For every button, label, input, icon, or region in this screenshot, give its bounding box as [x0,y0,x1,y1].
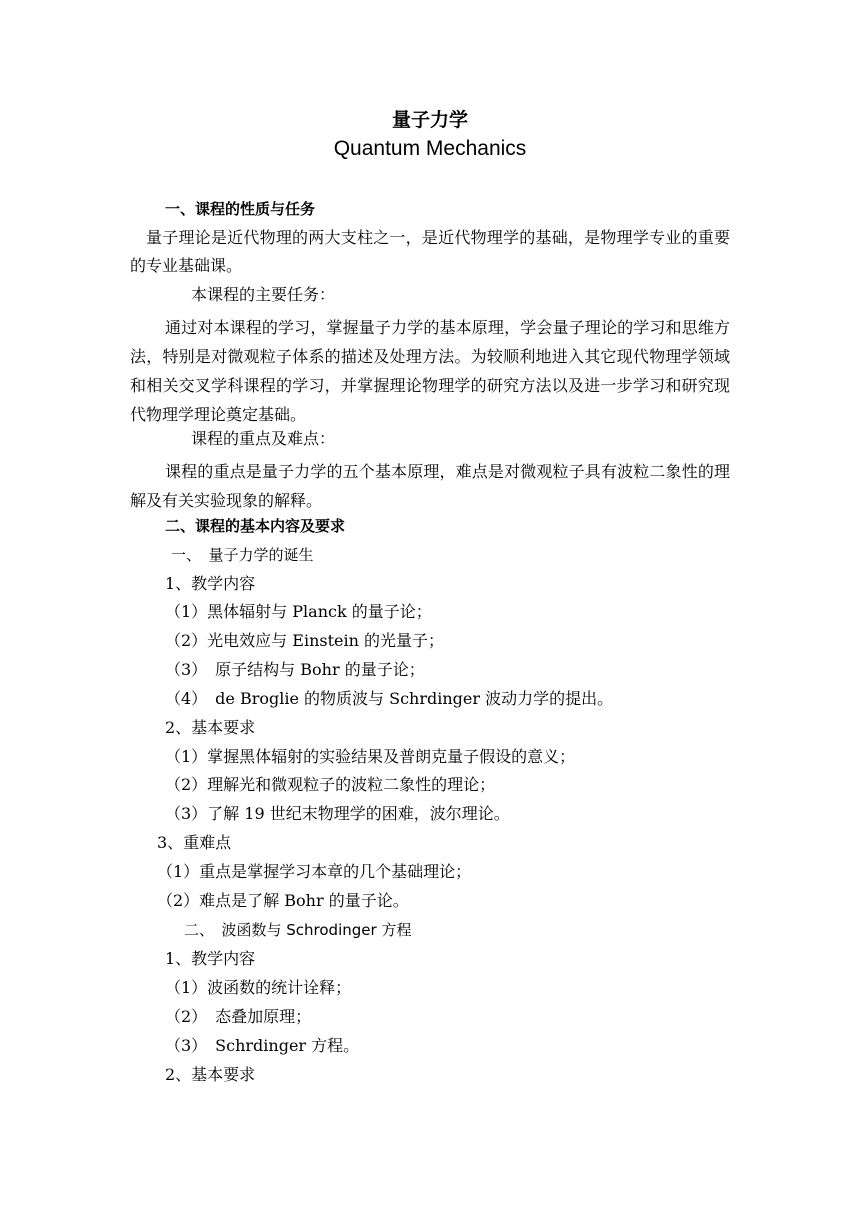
chapter-2-requirements-label: 2、基本要求 [165,1065,256,1084]
list-item: （1）波函数的统计诠释； [165,978,352,997]
chapter-1-content-label: 1、教学内容 [165,574,256,593]
list-item: （1）黑体辐射与 Planck 的量子论； [165,602,432,621]
list-item: （2） 态叠加原理； [165,1007,312,1026]
chapter-2-content-label: 1、教学内容 [165,949,256,968]
section-2-heading: 二、课程的基本内容及要求 [165,517,346,535]
list-item: （3） Schrdinger 方程。 [165,1036,360,1055]
chapter-1-requirements-label: 2、基本要求 [165,718,256,737]
tasks-label: 本课程的主要任务： [191,285,336,304]
page-title: 量子力学 [391,109,468,131]
list-item: （2）光电效应与 Einstein 的光量子； [165,631,444,650]
list-item: （3） 原子结构与 Bohr 的量子论； [165,660,425,679]
page-subtitle: Quantum Mechanics [333,137,527,160]
key-points-paragraph: 课程的重点是量子力学的五个基本原理，难点是对微观粒子具有波粒二象性的理解及有关实验现象的解释。 [130,462,730,510]
section-1-intro: 量子理论是近代物理的两大支柱之一，是近代物理学的基础，是物理学专业的重要的专业基础课。 [130,228,730,275]
chapter-1-title: 一、 量子力学的诞生 [171,546,314,564]
list-item: （2）难点是了解 Bohr 的量子论。 [157,891,409,910]
chapter-1-key-label: 3、重难点 [157,833,232,852]
list-item: （1）掌握黑体辐射的实验结果及普朗克量子假设的意义； [165,747,576,766]
list-item: （3）了解 19 世纪末物理学的困难，波尔理论。 [165,804,510,823]
tasks-paragraph: 通过对本课程的学习，掌握量子力学的基本原理，学会量子理论的学习和思维方法，特别是对微观粒子体系的描述及处理方法。为较顺利地进入其它现代物理学领域和相关交叉学科课程的学习，并掌握理论物理学的研究方法以及进一步学习和研究现代物理学理论奠定基础。 [130,318,730,424]
list-item: （2）理解光和微观粒子的波粒二象性的理论； [165,775,496,794]
section-1-heading: 一、课程的性质与任务 [165,200,316,218]
chapter-2-title: 二、 波函数与 Schrodinger 方程 [184,921,412,939]
list-item: （1）重点是掌握学习本章的几个基础理论； [157,862,472,881]
key-points-label: 课程的重点及难点： [191,429,336,448]
list-item: （4） de Broglie 的物质波与 Schrdinger 波动力学的提出。 [165,689,614,708]
